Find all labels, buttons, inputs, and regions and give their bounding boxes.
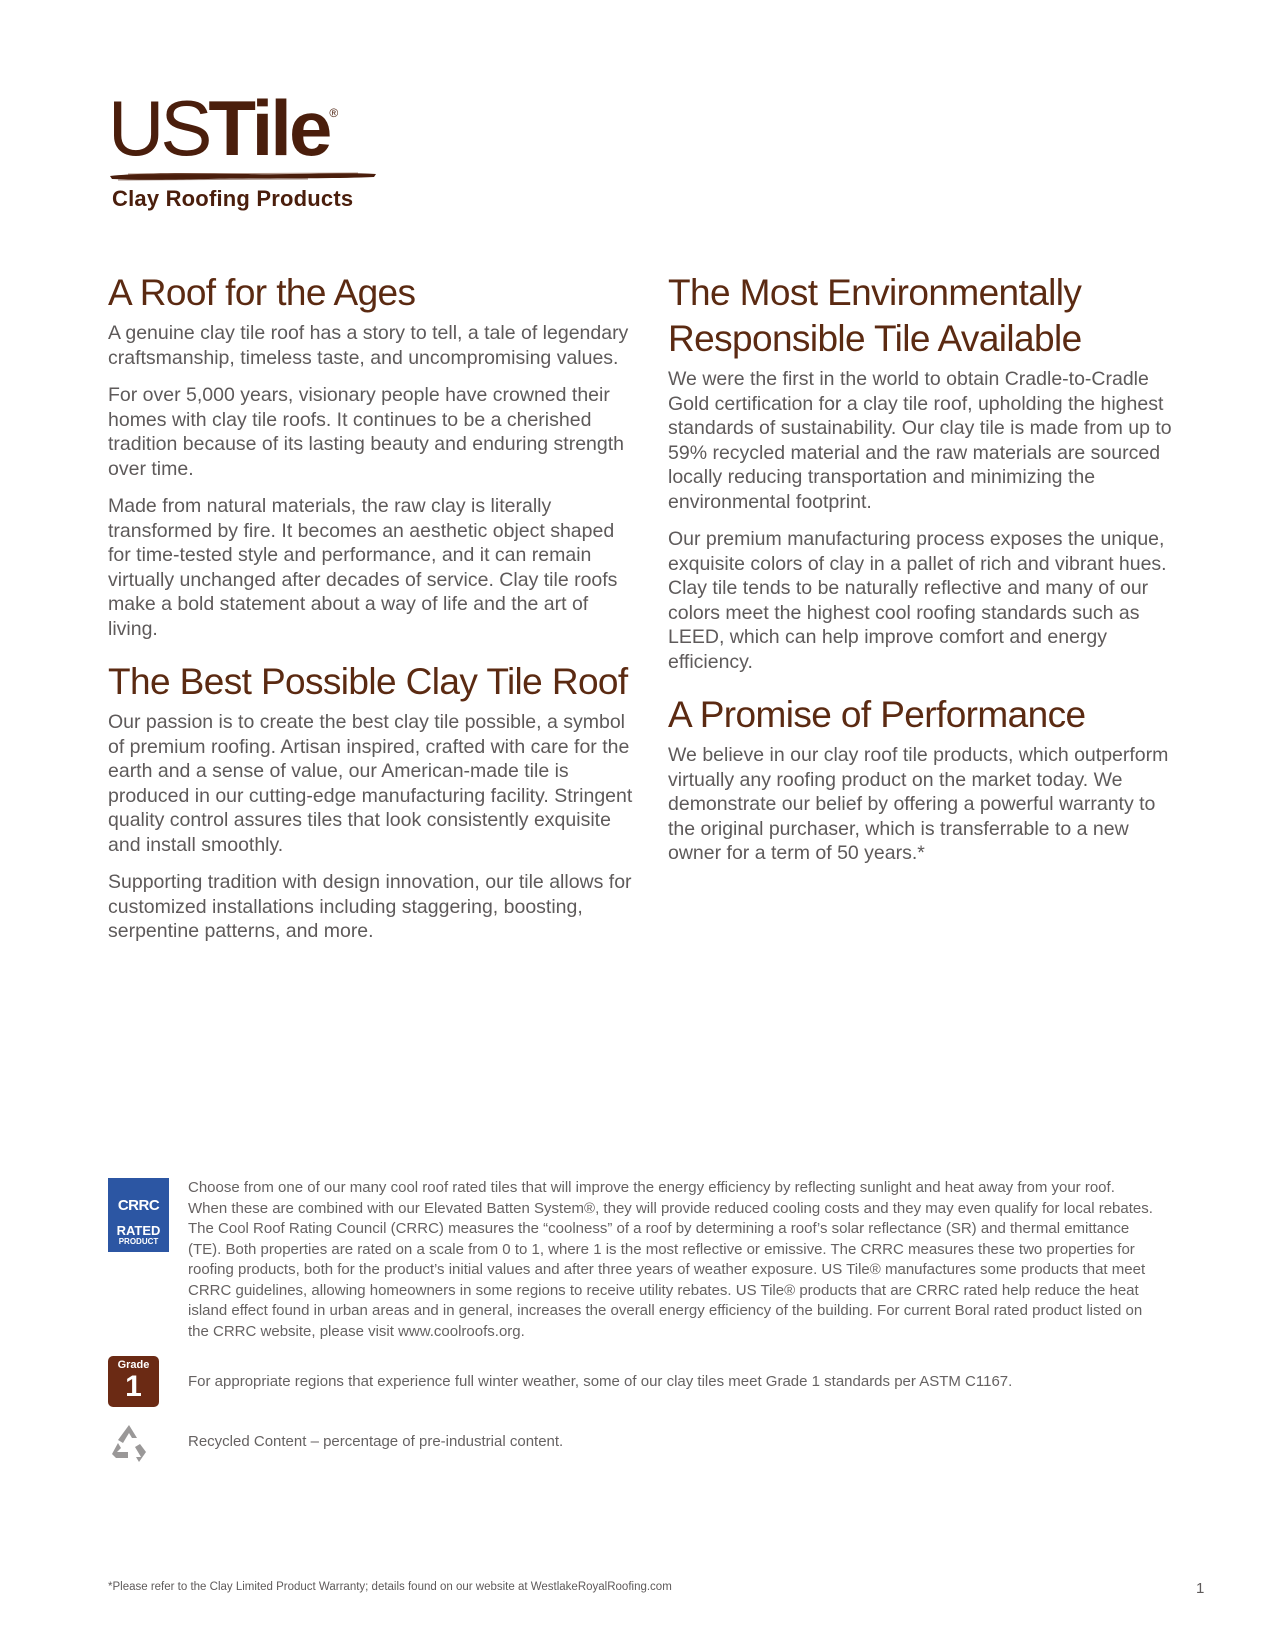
brand-subtitle: Clay Roofing Products <box>112 186 354 211</box>
recycle-icon <box>108 1422 150 1464</box>
brand-name-regular: US <box>108 84 209 172</box>
section-heading: A Promise of Performance <box>668 694 1086 735</box>
paragraph: We believe in our clay roof tile products, which outperform virtually any roofing product on the market today. We demonstrate our belief by offering a powerful warranty to the original purchaser, which is transferrable to a new owner for a term of 50 years.* <box>668 744 1169 864</box>
paragraph: Our passion is to create the best clay tile possible, a symbol of premium roofing. Artisan inspired, crafted with care for the earth and a sense of value, our American-made tile is produced in our cutting-edge manufacturing facility. Stringent quality control assures tiles that look consistently exquisite and install smoothly. <box>108 711 633 856</box>
right-column <box>668 270 1178 884</box>
paragraph: Our premium manufacturing process exposes the unique, exquisite colors of clay in a pallet of rich and vibrant hues. Clay tile tends to be naturally reflective and many of our colors meet the highest cool roofing standards such as LEED, which can help improve comfort and energy efficiency. <box>668 528 1167 673</box>
note-recycled <box>108 1422 1158 1466</box>
brand-logo <box>108 84 378 213</box>
grade-badge-label: Grade <box>117 1359 150 1371</box>
brand-wordmark <box>108 84 339 172</box>
note-grade <box>108 1356 1158 1408</box>
paragraph: Made from natural materials, the raw clay is literally transformed by fire. It becomes an aesthetic object shaped for time-tested style and performance, and it can remain virtually unchanged after decades of service. Clay tile roofs make a bold statement about a way of life and the art of living. <box>108 495 618 640</box>
section-roof-for-the-ages <box>108 270 638 641</box>
grade-note-text: For appropriate regions that experience full winter weather, some of our clay tiles meet Grade 1 standards per ASTM C1167. <box>188 1373 1013 1390</box>
section-environmentally-responsible <box>668 270 1178 674</box>
section-best-possible-roof <box>108 659 638 944</box>
left-column <box>108 270 638 962</box>
product-notes <box>108 1178 1158 1480</box>
grade-badge-number: 1 <box>125 1370 142 1403</box>
brand-name-bold: Tile <box>208 84 330 172</box>
crrc-badge-bottom: PRODUCT <box>118 1237 159 1246</box>
warranty-footnote: *Please refer to the Clay Limited Product Warranty; details found on our website at WestlakeRoyalRoofing.com <box>108 1581 672 1593</box>
section-heading: A Roof for the Ages <box>108 272 416 313</box>
crrc-badge-top: CRRC <box>117 1197 160 1214</box>
brush-stroke-divider <box>108 168 378 182</box>
paragraph: For over 5,000 years, visionary people have crowned their homes with clay tile roofs. It continues to be a cherished tradition because of its lasting beauty and enduring strength over time. <box>108 384 625 480</box>
section-heading: The Best Possible Clay Tile Roof <box>108 661 628 702</box>
registered-mark: ® <box>329 106 339 120</box>
crrc-rated-product-icon <box>108 1178 169 1252</box>
crrc-badge-mid: RATED <box>116 1223 161 1238</box>
note-crrc <box>108 1178 1158 1342</box>
paragraph: A genuine clay tile roof has a story to tell, a tale of legendary craftsmanship, timeless taste, and uncompromising values. <box>108 322 629 369</box>
page-number: 1 <box>1196 1580 1205 1597</box>
section-promise-of-performance <box>668 692 1178 866</box>
recycled-note-text: Recycled Content – percentage of pre-industrial content. <box>188 1433 564 1450</box>
paragraph: Supporting tradition with design innovation, our tile allows for customized installations including staggering, boosting, serpentine patterns, and more. <box>108 871 632 942</box>
section-heading: The Most Environmentally Responsible Tile Available <box>668 272 1082 359</box>
paragraph: We were the first in the world to obtain Cradle-to-Cradle Gold certification for a clay tile roof, upholding the highest standards of sustainability. Our clay tile is made from up to 59% recycled material and the raw materials are sourced locally reducing transportation and minimizing the environmental footprint. <box>668 368 1172 513</box>
grade-1-icon <box>108 1356 159 1407</box>
crrc-note-text: Choose from one of our many cool roof rated tiles that will improve the energy efficiency by reflecting sunlight and heat away from your roof. When these are combined with our Elevated Batten System®, they will provide reduced cooling costs and they may even qualify for local rebates. The Cool Roof Rating Council (CRRC) measures the “coolness” of a roof by determining a roof’s solar reflectance (SR) and thermal emittance (TE). Both properties are rated on a scale from 0 to 1, where 1 is the most reflective or emissive. The CRRC measures these two properties for roofing products, both for the product’s initial values and after three years of weather exposure. US Tile® manufactures some products that meet CRRC guidelines, allowing homeowners in some regions to receive utility rebates. US Tile® products that are CRRC rated help reduce the heat island effect found in urban areas and in general, increases the overall energy efficiency of the building. For current Boral rated product listed on the CRRC website, please visit www.coolroofs.org. <box>188 1179 1153 1340</box>
